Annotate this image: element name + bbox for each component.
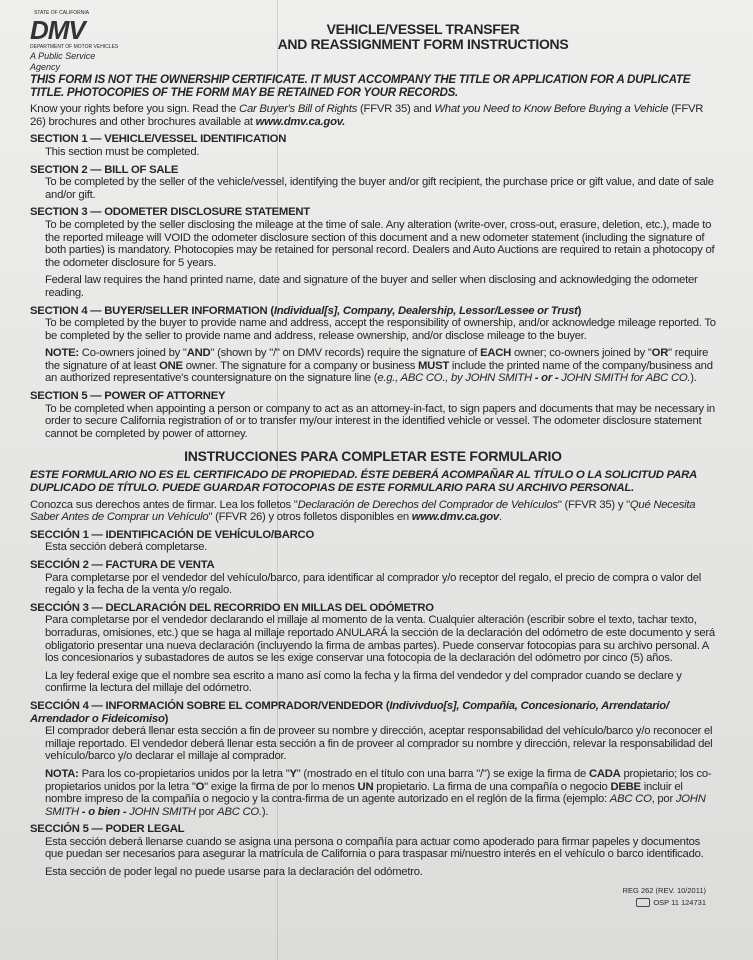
english-intro <box>30 103 716 128</box>
text-run: " require the signature of at least <box>45 347 709 372</box>
text-run: JOHN SMITH for ABC CO. <box>561 372 691 385</box>
text-run: owner. The signature for a company or business <box>182 359 419 372</box>
section-paragraph <box>45 541 716 554</box>
text-run: Know your rights before you sign. Read the <box>30 103 240 116</box>
english-warning: THIS FORM IS NOT THE OWNERSHIP CERTIFICATE. IT MUST ACCOMPANY THE TITLE OR APPLICATION FOR A DUPLICATE TITLE. PHOTOCOPIES OF THE FORM MAY BE RETAINED FOR YOUR RECORDS. <box>30 73 691 99</box>
text-run: propietario; los co-propietarios unidos por la letra " <box>45 767 712 793</box>
text-run: - or - <box>531 372 562 385</box>
text-run: SECCIÓN 1 — IDENTIFICACIÓN DE VEHÍCULO/BARCO <box>30 528 314 541</box>
text-run: EACH <box>480 347 512 360</box>
section-heading <box>30 206 716 219</box>
form-number: REG 262 (REV. 10/2011) <box>622 885 706 895</box>
state-label: STATE OF CALIFORNIA <box>34 10 90 16</box>
osp-number: OSP 11 124731 <box>653 897 706 907</box>
title-line-1: VEHICLE/VESSEL TRANSFER <box>326 21 520 37</box>
text-run: El comprador deberá llenar esta sección a fin de proveer su nombre y dirección, aceptar responsabilidad del vehículo/barco y/o reconocer el millaje reportado. El vendedor deberá llenar esta sección a fin de proveer al comprador su nombre y dirección, relevar la responsabilidad del vehículo/barco y/o declarar el millaje al comprador. <box>45 725 713 763</box>
text-run: O <box>195 780 205 793</box>
text-run: Esta sección deberá llenarse cuando se asigna una persona o compañía para actuar como apoderado para firmar papeles y documentos que puedan ser necesarios para asegurar la matrícula de California o para traspasar mi/nuestro interés en el vehículo o barco identificado. <box>45 835 704 861</box>
text-run: Co-owners joined by " <box>78 347 187 360</box>
text-run: Federal law requires the hand printed name, date and signature of the buyer and seller when disclosing and acknowledging the odometer reading. <box>45 274 698 299</box>
text-run: SECCIÓN 2 — FACTURA DE VENTA <box>30 559 215 571</box>
text-run: SECCIÓN 4 — INFORMACIÓN SOBRE EL COMPRADOR/VENDEDOR ( <box>30 699 390 712</box>
section-paragraph <box>45 176 716 201</box>
text-run: include the printed name of the company/business and an authorized representative's countersignature on the signature line ( <box>45 359 713 385</box>
text-run: " (mostrado en el título con una barra "/") se exige la firma de <box>296 767 589 780</box>
text-run: SECTION 1 — VEHICLE/VESSEL IDENTIFICATION <box>30 133 287 146</box>
text-run: What you Need to Know Before Buying a Vehicle <box>434 103 669 116</box>
section-paragraph <box>45 725 716 763</box>
text-run: ) <box>577 304 582 317</box>
text-run: OR <box>651 347 669 360</box>
text-run: ). <box>690 372 697 385</box>
text-run: To be completed by the seller of the vehicle/vessel, identifying the buyer and/or gift recipient, the purchase price or gift value, and date of sale and/or gift. <box>45 176 714 201</box>
text-run: Indivivduo[s], Compañía, Concesionario, Arrendatario/ Arrendador o Fideicomiso <box>30 699 669 725</box>
text-run: owner; co-owners joined by " <box>511 347 652 360</box>
osp-code <box>30 897 706 909</box>
form-footer <box>30 885 716 915</box>
agency-tagline: A Public Service Agency <box>30 51 96 72</box>
text-run: Para completarse por el vendedor declarando el millaje al momento de la venta. Cualquier alteración (escribir sobre el texto, tachar texto, borraduras, omisiones, etc.) que se haga al millaje reportado ANULARÁ la sección de la declaración del odómetro de este documento y será obligatorio presentar una nueva declaración (incluyendo la firma de ambas partes). Puede conservar fotocopias para su archivo personal. A los concesionarios y subastadores de autos se les exige conservar una fotocopia de la declaración del odómetro por cinco (5) años. <box>45 614 715 665</box>
section-paragraph <box>45 768 716 818</box>
dmv-logo <box>30 10 120 73</box>
section-heading <box>30 529 716 542</box>
text-run: " (shown by "/" on DMV records) require the signature of <box>210 347 481 360</box>
section-paragraph <box>45 836 716 861</box>
text-run: ) <box>164 712 169 725</box>
text-run: SECTION 4 — BUYER/SELLER INFORMATION ( <box>30 304 274 317</box>
spanish-intro <box>30 499 716 524</box>
text-run: Car Buyer's Bill of Rights <box>239 103 358 116</box>
text-run: ABC CO. <box>217 805 262 818</box>
dmv-logo-mark: DMV <box>30 15 85 45</box>
text-run: Para completarse por el vendedor del vehículo/barco, para identificar al comprador y/o receptor del regalo, el precio de compra o valor del regalo y la fecha de la venta y/o regalo. <box>45 571 701 597</box>
text-run: incluir el nombre impreso de la compañía o negocio y la contra-firma de un agente autorizado en el reglón de la firma (ejemplo: <box>45 780 683 806</box>
text-run: , por <box>651 793 676 806</box>
text-run: propietario. La firma de una compañía o negocio <box>373 780 611 793</box>
section-paragraph <box>45 670 716 695</box>
text-run: NOTE: <box>45 347 79 360</box>
text-run: www.dmv.ca.gov <box>411 511 499 524</box>
section-heading <box>30 559 716 572</box>
text-run: Para los co-propietarios unidos por la letra " <box>78 767 290 780</box>
text-run: AND <box>186 347 211 360</box>
text-run: www.dmv.ca.gov. <box>255 115 346 128</box>
instructions-page <box>30 0 716 915</box>
text-run: Y <box>289 767 297 780</box>
text-run: Esta sección de poder legal no puede usarse para la declaración del odómetro. <box>45 866 423 879</box>
text-run: UN <box>357 780 374 793</box>
section-paragraph <box>45 317 716 342</box>
spanish-sections <box>30 529 716 879</box>
section-heading <box>30 390 716 403</box>
text-run: Declaración de Derechos del Comprador de Vehículos <box>297 498 558 511</box>
text-run: To be completed by the seller disclosing the mileage at the time of sale. Any alteration (write-over, cross-out, erasure, deletion, etc.), made to the reported mileage will VOID the odometer disclosure section of this document and a new odometer statement (including the signature of both parties) is mandatory. Photocopies may be retained for personal record. Dealers and Auto Auctions are required to retain a photocopy of the odometer disclosure for 5 years. <box>45 218 715 269</box>
section-heading <box>30 602 716 615</box>
text-run: . <box>498 511 502 524</box>
section-paragraph <box>45 146 716 159</box>
text-run: e.g., ABC CO., by JOHN SMITH <box>377 372 532 385</box>
text-run: SECTION 3 — ODOMETER DISCLOSURE STATEMENT <box>30 206 310 219</box>
text-run: ). <box>261 805 269 818</box>
text-run: SECCIÓN 5 — PODER LEGAL <box>30 823 185 836</box>
text-run: JOHN SMITH <box>45 793 706 818</box>
text-run: CADA <box>588 767 621 780</box>
printer-seal-icon <box>636 898 650 907</box>
text-run: Esta sección deberá completarse. <box>45 541 208 554</box>
english-sections <box>30 133 716 440</box>
section-paragraph <box>45 219 716 269</box>
text-run: SECTION 2 — BILL OF SALE <box>30 163 179 176</box>
text-run: DEBE <box>610 780 641 793</box>
text-run: (FFVR 26) brochures and other brochures available at <box>30 103 704 128</box>
section-paragraph <box>45 403 716 441</box>
section-paragraph <box>45 866 716 879</box>
section-heading <box>30 133 716 146</box>
text-run: To be completed when appointing a person or company to act as an attorney-in-fact, to sign papers and documents that may be necessary in order to secure California registration of or to transfer my/our interest in the identified vehicle or vessel. The odometer disclosure statement cannot be completed by power of attorney. <box>45 402 715 440</box>
section-heading <box>30 700 716 725</box>
text-run: La ley federal exige que el nombre sea escrito a mano así como la fecha y la firma del vendedor y del comprador cuando se declare y confirme la lectura del millaje del odómetro. <box>45 669 682 695</box>
text-run: MUST <box>418 359 450 372</box>
section-paragraph <box>45 614 716 664</box>
section-paragraph <box>45 347 716 385</box>
section-paragraph <box>45 274 716 299</box>
text-run: Individual[s], Company, Dealership, Lessor/Lessee or Trust <box>273 304 578 317</box>
spanish-title: INSTRUCCIONES PARA COMPLETAR ESTE FORMULARIO <box>184 448 562 465</box>
text-run: por <box>195 805 218 818</box>
text-run: " exige la firma de por lo menos <box>204 780 358 793</box>
text-run: SECCIÓN 3 — DECLARACIÓN DEL RECORRIDO EN MILLAS DEL ODÓMETRO <box>30 601 434 614</box>
text-run: (FFVR 35) and <box>357 103 435 116</box>
page-title <box>130 22 716 52</box>
page-header <box>30 10 716 72</box>
dept-label: DEPARTMENT OF MOTOR VEHICLES <box>30 44 119 50</box>
text-run: Qué Necesita Saber Antes de Comprar un Vehículo <box>30 498 696 524</box>
text-run: - o bien - <box>78 805 130 818</box>
section-heading <box>30 164 716 177</box>
text-run: To be completed by the buyer to provide name and address, accept the responsibility of ownership, and/or acknowledge mileage reported. To be completed by the seller to provide name and address, release ownership, and/or disclose mileage to the buyer. <box>45 317 716 342</box>
text-run: JOHN SMITH <box>129 805 196 818</box>
section-heading <box>30 823 716 836</box>
spanish-warning: ESTE FORMULARIO NO ES EL CERTIFICADO DE PROPIEDAD. ÉSTE DEBERÁ ACOMPAÑAR AL TÍTULO O LA SOLICITUD PARA DUPLICADO DE TÍTULO. PUEDE GUARDAR FOTOCOPIAS DE ESTE FORMULARIO PARA SU ARCHIVO PERSONAL. <box>30 469 697 495</box>
text-run: NOTA: <box>45 767 79 780</box>
text-run: Conozca sus derechos antes de firmar. Lea los folletos " <box>30 498 298 511</box>
text-run: SECTION 5 — POWER OF ATTORNEY <box>30 390 226 403</box>
section-heading <box>30 305 716 318</box>
title-line-2: AND REASSIGNMENT FORM INSTRUCTIONS <box>277 36 569 52</box>
section-paragraph <box>45 572 716 597</box>
text-run: " (FFVR 26) y otros folletos disponibles en <box>208 511 412 524</box>
text-run: This section must be completed. <box>45 145 200 158</box>
text-run: ONE <box>159 359 183 372</box>
text-run: " (FFVR 35) y " <box>557 498 630 511</box>
text-run: ABC CO <box>609 793 652 806</box>
